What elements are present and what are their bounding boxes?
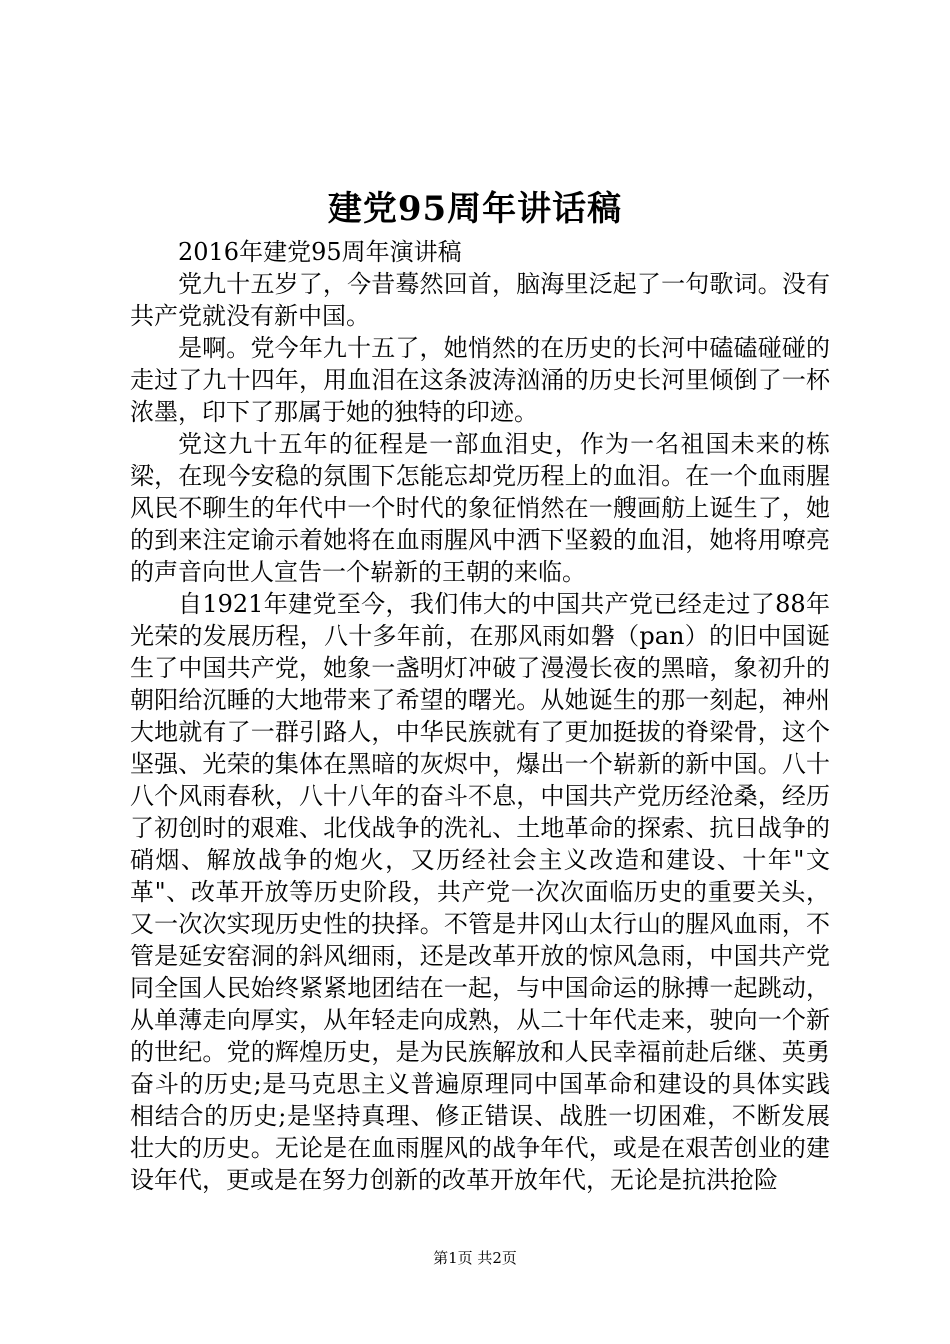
page-footer: 第1页 共2页 (433, 1249, 517, 1267)
document-body (130, 236, 830, 1196)
body-paragraph: 是啊。党今年九十五了，她悄然的在历史的长河中磕磕碰碰的走过了九十四年，用血泪在这条波涛汹涌的历史长河里倾倒了一杯浓墨，印下了那属于她的独特的印迹。 (130, 334, 830, 426)
body-paragraph: 自1921年建党至今，我们伟大的中国共产党已经走过了88年光荣的发展历程，八十多年前，在那风雨如磐（pan）的旧中国诞生了中国共产党，她象一盏明灯冲破了漫漫长夜的黑暗，象初升的朝阳给沉睡的大地带来了希望的曙光。从她诞生的那一刻起，神州大地就有了一群引路人，中华民族就有了更加挺拔的脊梁骨，这个坚强、光荣的集体在黑暗的灰烬中，爆出一个崭新的新中国。八十八个风雨春秋，八十八年的奋斗不息，中国共产党历经沧桑，经历了初创时的艰难、北伐战争的洗礼、土地革命的探索、抗日战争的硝烟、解放战争的炮火，又历经社会主义改造和建设、十年"文革"、改革开放等历史阶段，共产党一次次面临历史的重要关头，又一次次实现历史性的抉择。不管是井冈山太行山的腥风血雨，不管是延安窑洞的斜风细雨，还是改革开放的惊风急雨，中国共产党同全国人民始终紧紧地团结在一起，与中国命运的脉搏一起跳动，从单薄走向厚实，从年轻走向成熟，从二十年代走来，驶向一个新的世纪。党的辉煌历史，是为民族解放和人民幸福前赴后继、英勇奋斗的历史;是马克思主义普遍原理同中国革命和建设的具体实践相结合的历史;是坚持真理、修正错误、战胜一切困难，不断发展壮大的历史。无论是在血雨腥风的战争年代，或是在艰苦创业的建设年代，更或是在努力创新的改革开放年代，无论是抗洪抢险 (130, 590, 830, 1194)
subtitle-paragraph: 2016年建党95周年演讲稿 (178, 238, 462, 266)
body-paragraph: 党这九十五年的征程是一部血泪史，作为一名祖国未来的栋梁，在现今安稳的氛围下怎能忘却党历程上的血泪。在一个血雨腥风民不聊生的年代中一个时代的象征悄然在一艘画舫上诞生了，她的到来注定谕示着她将在血雨腥风中洒下坚毅的血泪，她将用嘹亮的声音向世人宣告一个崭新的王朝的来临。 (130, 430, 830, 586)
page-title: 建党95周年讲话稿 (327, 189, 623, 229)
body-paragraph: 党九十五岁了，今昔蓦然回首，脑海里泛起了一句歌词。没有共产党就没有新中国。 (130, 270, 830, 330)
